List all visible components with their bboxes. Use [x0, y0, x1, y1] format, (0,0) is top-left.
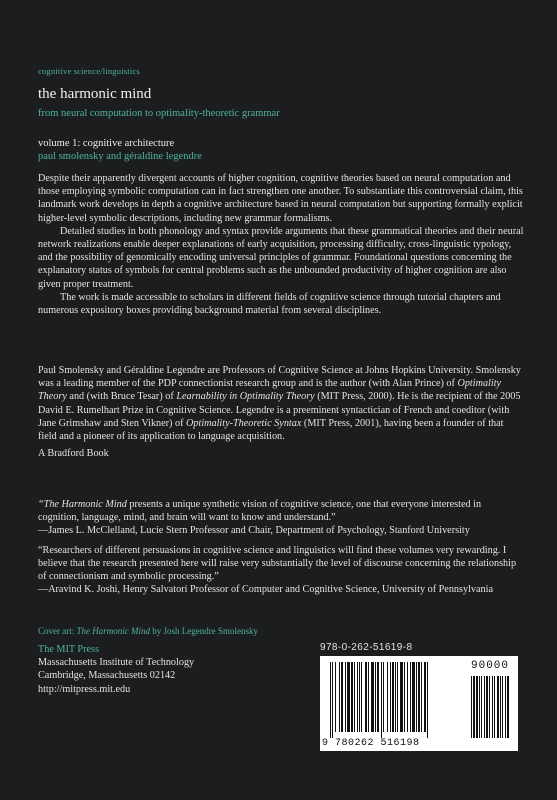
barcode-bar — [332, 662, 333, 738]
barcode-addon-bar — [481, 676, 482, 738]
barcode-bar — [330, 662, 331, 738]
barcode-bar — [387, 662, 388, 732]
barcode-bar — [347, 662, 350, 732]
description-paragraph: The work is made accessible to scholars in different fields of cognitive science through tutorial chapters and numerous expository boxes providing background material from several disciplines. — [38, 291, 501, 317]
barcode-bar — [377, 662, 379, 732]
book-reference: Optimality-Theoretic Syntax — [186, 417, 302, 429]
barcode-bar — [339, 662, 340, 732]
barcode-bar — [407, 662, 408, 732]
barcode-bar — [418, 662, 420, 732]
book-subtitle: from neural computation to optimality-theoretic grammar — [38, 108, 280, 119]
barcode-addon-bar — [502, 676, 503, 738]
barcode-addon-bar — [471, 676, 472, 738]
bradford-book-label: A Bradford Book — [38, 448, 109, 460]
barcode-bar — [345, 662, 346, 732]
publisher-address-line: Massachusetts Institute of Technology — [38, 657, 195, 669]
quote-1: “The Harmonic Mind presents a unique synthetic vision of cognitive science, one that everyone interested in cognition, language, mind, and brain will want to know and understand.” — [38, 499, 482, 524]
barcode-bar — [354, 662, 355, 732]
barcode-bar — [427, 662, 428, 738]
cover-art-credit: Cover art: The Harmonic Mind by Josh Legendre Smolensky — [38, 626, 258, 636]
barcode-addon-bar — [494, 676, 495, 738]
publisher-url[interactable]: http://mitpress.mit.edu — [38, 683, 131, 695]
barcode-addon-bar — [486, 676, 488, 738]
publisher-info — [38, 643, 194, 696]
bio-text: (MIT Press, 2001), having been a founder of that field and a pioneer of its application to language acquisition. — [38, 417, 504, 443]
barcode-bar — [424, 662, 426, 732]
barcode-addon-bar — [476, 676, 478, 738]
barcode-bar — [421, 662, 422, 732]
quote-2: “Researchers of different persuasions in cognitive science and linguistics will find these volumes very rewarding. I believe that the research presented here will raise very substantially the level of discourse concerning the relationship of connectionism and symbolic processing.” — [38, 544, 517, 583]
barcode-addon-bar — [497, 676, 499, 738]
barcode-bar — [383, 662, 384, 732]
barcode-addon-bar — [484, 676, 485, 738]
barcode-bar — [395, 662, 396, 732]
quote-1-attribution: —James L. McClelland, Lucie Stern Professor and Chair, Department of Psychology, Stanford University — [38, 525, 470, 537]
description-paragraph: Detailed studies in both phonology and syntax provide arguments that these grammatical theories and their neural network realizations enable deeper explanations of early acquisition, processing difficulty, cross-linguistic typology, and the possibility of genomically encoding universal principles of grammar. Foundational questions concerning the explanatory status of symbols for central problems such as the unbounded productivity of higher cognition are also given proper treatment. — [38, 225, 524, 290]
publisher-address-line: Cambridge, Massachusetts 02142 — [38, 670, 176, 682]
bio-text: Paul Smolensky and Géraldine Legendre are Professors of Cognitive Science at Johns Hopkins University. Smolensky was a leading member of the PDP connectionist research group and is the author (with Alan Prince) of — [38, 365, 521, 390]
isbn-label: 978-0-262-51619-8 — [320, 642, 413, 653]
barcode-addon-bar — [500, 676, 501, 738]
quote-2-attribution: —Aravind K. Joshi, Henry Salvatori Professor of Computer and Cognitive Science, University of Pennsylvania — [38, 584, 493, 596]
barcode-bar — [390, 662, 391, 732]
publisher-name: The MIT Press — [38, 644, 99, 655]
barcode-bar — [365, 662, 367, 732]
authors-label: paul smolensky and géraldine legendre — [38, 151, 202, 162]
bio-paragraph — [38, 364, 524, 443]
barcode — [320, 656, 518, 751]
barcode-bar — [416, 662, 417, 732]
barcode-addon-bar — [507, 676, 509, 738]
barcode-bar — [375, 662, 376, 732]
barcode-bar — [392, 662, 394, 732]
barcode-addon-bar — [479, 676, 480, 738]
barcode-bars — [328, 662, 464, 738]
endorsements — [38, 498, 524, 596]
quote-book-title: The Harmonic Mind — [43, 499, 127, 510]
barcode-bar — [368, 662, 369, 732]
book-reference: Optimality Theory — [38, 378, 502, 403]
barcode-bar — [412, 662, 415, 732]
description — [38, 172, 524, 317]
description-paragraph: Despite their apparently divergent accounts of higher cognition, cognitive theories based on neural computation and those employing symbolic computation can in fact strengthen one another. To substantiate this controversial claim, this landmark work develops in depth a cognitive architecture based in neural computation but supporting formally explicit higher-level symbolic descriptions, including new grammar formalisms. — [38, 173, 523, 224]
barcode-bar — [341, 662, 343, 732]
bio-text: (MIT Press, 2000). He is the recipient of the 2005 David E. Rumelhart Prize in Cognitive Science. Legendre is a preeminent syntactician of French and coeditor (with Jane Grimshaw and Sten Vikner) of — [38, 391, 521, 429]
barcode-bar — [335, 662, 336, 732]
author-bio — [38, 364, 524, 460]
barcode-bar — [404, 662, 405, 732]
bio-text: and (with Bruce Tesar) of — [66, 391, 177, 403]
barcode-bar — [410, 662, 411, 732]
barcode-bar — [400, 662, 403, 732]
barcode-addon-number: 90000 — [471, 660, 510, 672]
barcode-bar — [371, 662, 374, 732]
barcode-addon-bar — [505, 676, 506, 738]
book-title: the harmonic mind — [38, 86, 152, 102]
series-label: cognitive science/linguistics — [38, 66, 140, 76]
quote-text: presents a unique synthetic vision of cognitive science, one that everyone interested in cognition, language, mind, and brain will want to know and understand.” — [38, 499, 482, 524]
book-reference: Learnability in Optimality Theory — [176, 391, 315, 403]
barcode-number: 9 780262 516198 — [322, 738, 420, 749]
barcode-addon-bars — [470, 676, 512, 738]
volume-label: volume 1: cognitive architecture — [38, 138, 175, 149]
barcode-bar — [397, 662, 398, 732]
barcode-bar — [359, 662, 360, 732]
barcode-bar — [361, 662, 362, 732]
barcode-bar — [381, 662, 382, 738]
barcode-bar — [357, 662, 358, 732]
barcode-addon-bar — [473, 676, 475, 738]
barcode-bar — [351, 662, 353, 732]
barcode-addon-bar — [489, 676, 490, 738]
barcode-addon-bar — [492, 676, 493, 738]
